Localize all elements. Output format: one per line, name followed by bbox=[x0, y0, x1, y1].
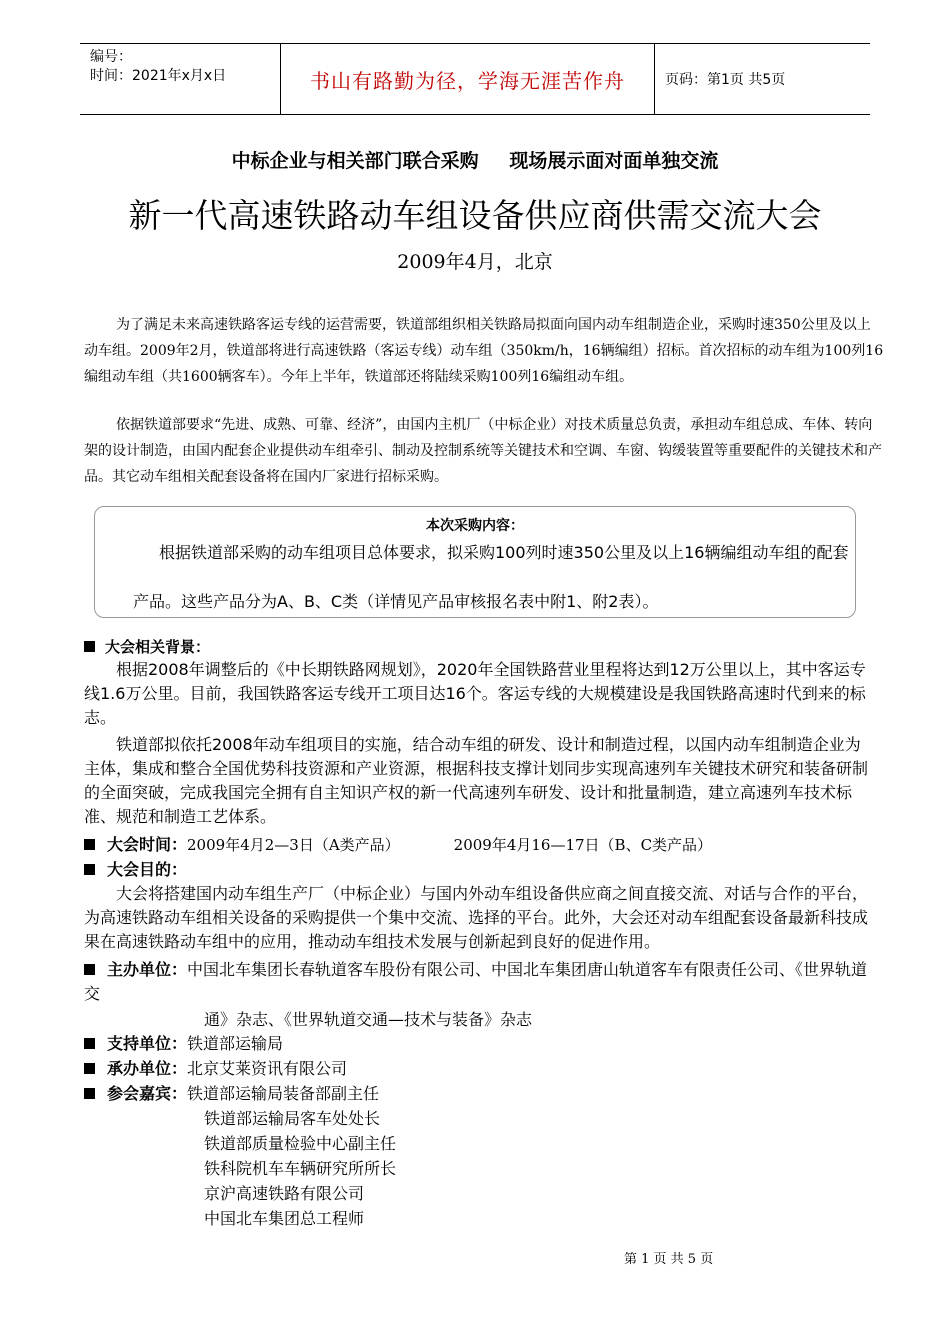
guest-item: 京沪高速铁路有限公司 bbox=[204, 1184, 365, 1203]
organizer-line-2: 通》杂志、《世界轨道交通—技术与装备》杂志 bbox=[204, 1010, 533, 1029]
organizer-row bbox=[84, 958, 874, 1006]
subtitle-left: 中标企业与相关部门联合采购 bbox=[231, 150, 479, 172]
number-label: 编号： bbox=[90, 49, 132, 65]
meeting-time-row bbox=[84, 833, 712, 857]
background-heading: 大会相关背景： bbox=[84, 636, 210, 657]
page-title: 新一代高速铁路动车组设备供应商供需交流大会 bbox=[128, 196, 822, 235]
guest-item: 铁科院机车车辆研究所所长 bbox=[204, 1159, 397, 1178]
background-paragraph-2: 铁道部拟依托2008年动车组项目的实施，结合动车组的研发、设计和制造过程，以国内动车组制造企业为主体，集成和整合全国优势科技资源和产业资源，根据科技支撑计划同步实现高速列车关键技术研究和装备研制的全面突破，完成我国完全拥有自主知识产权的新一代高速列车研发、设计和批量制造，建立高速列车技术标准、规范和制造工艺体系。 bbox=[84, 735, 869, 826]
host-label: 承办单位： bbox=[107, 1059, 188, 1078]
guest-item: 铁道部质量检验中心副主任 bbox=[204, 1134, 397, 1153]
bullet-square-icon bbox=[84, 641, 95, 652]
bullet-square-icon bbox=[84, 1088, 95, 1099]
header-motto-cell bbox=[281, 44, 655, 114]
date-location: 2009年4月，北京 bbox=[397, 251, 553, 273]
motto: 书山有路勤为径，学海无涯苦作舟 bbox=[310, 68, 625, 93]
supporter-label: 支持单位： bbox=[107, 1034, 188, 1053]
meeting-time-a: 2009年4月2—3日（A类产品） bbox=[187, 836, 400, 854]
host-value: 北京艾莱资讯有限公司 bbox=[187, 1059, 348, 1078]
procurement-title: 本次采购内容： bbox=[426, 518, 524, 534]
subtitle bbox=[0, 146, 950, 173]
organizer-line-1: 中国北车集团长春轨道客车股份有限公司、中国北车集团唐山轨道客车有限责任公司、《世界轨道交 bbox=[84, 960, 868, 1003]
host-row bbox=[84, 1057, 347, 1081]
bullet-square-icon bbox=[84, 964, 95, 975]
procurement-line-1: 根据铁道部采购的动车组项目总体要求，拟采购100列时速350公里及以上16辆编组动车组的配套 bbox=[159, 543, 849, 562]
guest-item: 铁道部运输局装备部副主任 bbox=[187, 1084, 380, 1103]
intro-paragraph-1: 为了满足未来高速铁路客运专线的运营需要，铁道部组织相关铁路局拟面向国内动车组制造企业，采购时速350公里及以上动车组。2009年2月，铁道部将进行高速铁路（客运专线）动车组（350km/h，16辆编组）招标。首次招标的动车组为100列16编组动车组（共1600辆客车）。今年上半年，铁道部还将陆续采购100列16编组动车组。 bbox=[84, 317, 884, 385]
supporter-row bbox=[84, 1032, 283, 1056]
meeting-time-bc: 2009年4月16—17日（B、C类产品） bbox=[453, 836, 713, 854]
guest-item: 铁道部运输局客车处处长 bbox=[204, 1109, 381, 1128]
page-label: 页码：第1页 共5页 bbox=[665, 72, 786, 88]
guest-item: 中国北车集团总工程师 bbox=[204, 1209, 365, 1228]
purpose-heading: 大会目的： bbox=[84, 858, 187, 882]
page-footer: 第 1 页 共 5 页 bbox=[624, 1252, 714, 1267]
header-table bbox=[80, 43, 870, 115]
intro-paragraph-2: 依据铁道部要求“先进、成熟、可靠、经济”，由国内主机厂（中标企业）对技术质量总负责，承担动车组总成、车体、转向架的设计制造，由国内配套企业提供动车组牵引、制动及控制系统等关键技术和空调、车窗、钩缓装置等重要配件的关键技术和产品。其它动车组相关配套设备将在国内厂家进行招标采购。 bbox=[84, 417, 882, 485]
bullet-square-icon bbox=[84, 864, 95, 875]
procurement-box bbox=[94, 506, 856, 618]
guests-row bbox=[84, 1082, 379, 1106]
meeting-time-label: 大会时间： bbox=[107, 835, 188, 854]
guests-label: 参会嘉宾： bbox=[107, 1084, 188, 1103]
supporter-value: 铁道部运输局 bbox=[187, 1034, 284, 1053]
organizer-label: 主办单位： bbox=[107, 960, 188, 979]
bullet-square-icon bbox=[84, 1063, 95, 1074]
procurement-line-2: 产品。这些产品分为A、B、C类（详情见产品审核报名表中附1、附2表）。 bbox=[133, 592, 659, 611]
bullet-square-icon bbox=[84, 839, 95, 850]
purpose-text: 大会将搭建国内动车组生产厂（中标企业）与国内外动车组设备供应商之间直接交流、对话与合作的平台，为高速铁路动车组相关设备的采购提供一个集中交流、选择的平台。此外，大会还对动车组配套设备最新科技成果在高速铁路动车组中的应用，推动动车组技术发展与创新起到良好的促进作用。 bbox=[84, 884, 869, 951]
bullet-square-icon bbox=[84, 1038, 95, 1049]
header-info-cell bbox=[80, 44, 281, 114]
header-page-cell bbox=[655, 44, 870, 114]
time-label: 时间：2021年x月x日 bbox=[90, 68, 227, 84]
background-paragraph-1: 根据2008年调整后的《中长期铁路网规划》，2020年全国铁路营业里程将达到12万公里以上，其中客运专线1.6万公里。目前，我国铁路客运专线开工项目达16个。客运专线的大规模建设是我国铁路高速时代到来的标志。 bbox=[84, 660, 866, 727]
subtitle-right: 现场展示面对面单独交流 bbox=[509, 150, 719, 172]
